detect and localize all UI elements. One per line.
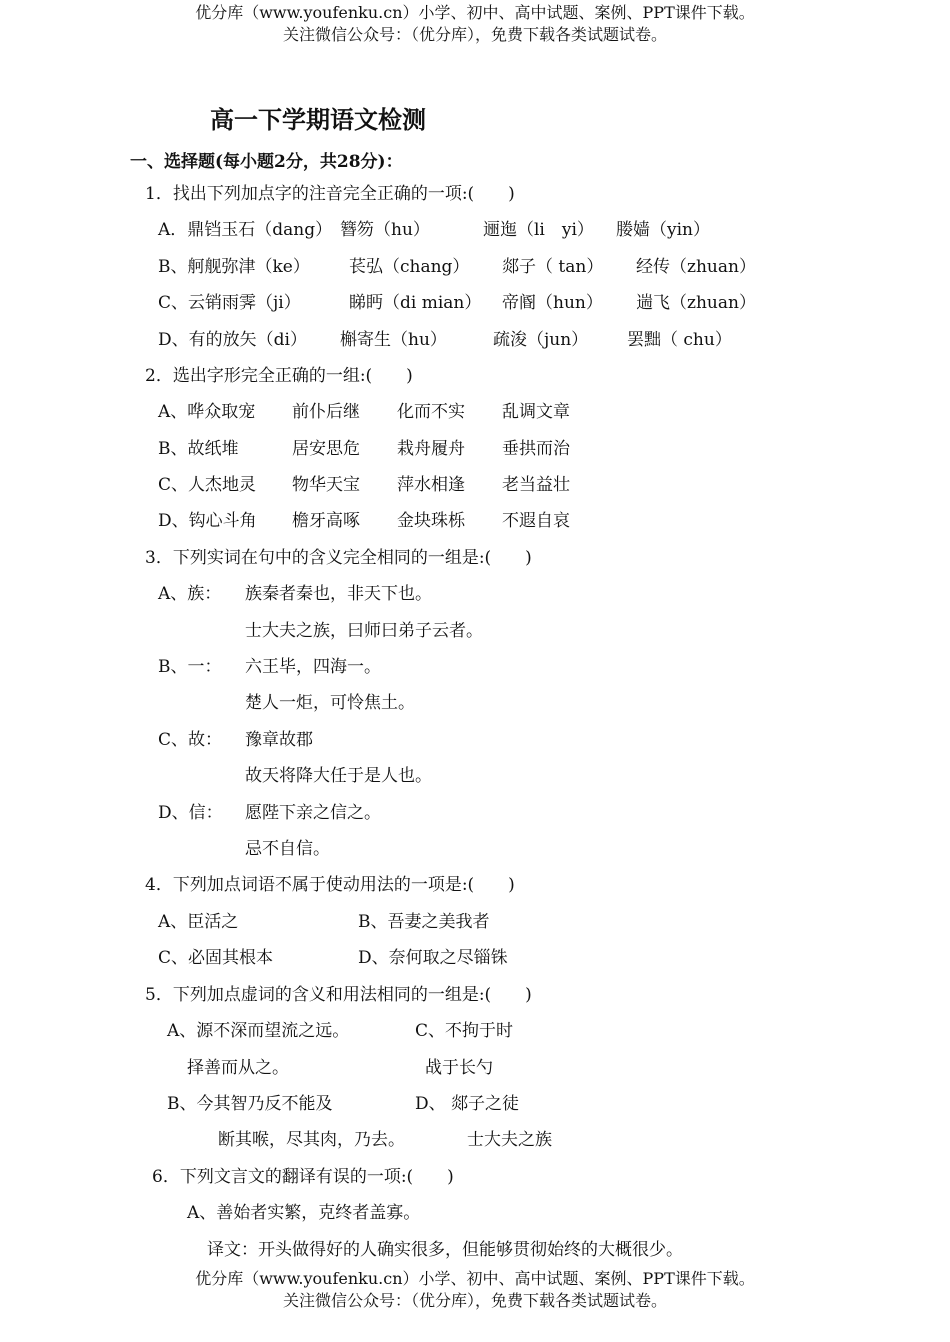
q5-option-d-2: 士大夫之族 xyxy=(467,1130,552,1150)
q5-option-d-1: D、 郯子之徒 xyxy=(415,1094,520,1114)
q2-option-d-2: 檐牙高啄 xyxy=(292,511,360,531)
q1-option-d-2: 槲寄生（hu） xyxy=(340,330,447,350)
q3-option-d-sentence-1: 愿陛下亲之信之。 xyxy=(245,803,381,823)
q4-stem: 4．下列加点词语不属于使动用法的一项是:( ) xyxy=(145,875,515,895)
q1-option-a-1: A．鼎铛玉石（dang） xyxy=(158,220,333,240)
q1-option-a-2: 簪笏（hu） xyxy=(340,220,430,240)
q3-option-d-label: D、信： xyxy=(158,803,223,823)
q3-option-a-sentence-2: 士大夫之族，曰师曰弟子云者。 xyxy=(245,621,483,641)
q1-option-b-1: B、舸舰弥津（ke） xyxy=(158,257,310,277)
q1-option-c-4: 遄飞（zhuan） xyxy=(636,293,756,313)
q4-option-c: C、必固其根本 xyxy=(158,948,274,968)
q4-option-a: A、臣活之 xyxy=(158,912,239,932)
q2-option-c-1: C、人杰地灵 xyxy=(158,475,257,495)
q2-option-b-2: 居安思危 xyxy=(292,439,360,459)
q2-option-c-2: 物华天宝 xyxy=(292,475,360,495)
q3-option-d-sentence-2: 忌不自信。 xyxy=(245,839,330,859)
q6-translation: 译文：开头做得好的人确实很多，但能够贯彻始终的大概很少。 xyxy=(207,1240,683,1260)
q1-option-b-4: 经传（zhuan） xyxy=(636,257,756,277)
q3-stem: 3．下列实词在句中的含义完全相同的一组是:( ) xyxy=(145,548,532,568)
q3-option-b-label: B、一： xyxy=(158,657,222,677)
q1-option-a-3: 逦迤（li yi） xyxy=(483,220,594,240)
q3-option-a-sentence-1: 族秦者秦也，非天下也。 xyxy=(245,584,432,604)
q2-option-b-3: 栽舟履舟 xyxy=(397,439,465,459)
q5-option-c-2: 战于长勺 xyxy=(425,1058,493,1078)
q1-option-b-3: 郯子（ tan） xyxy=(502,257,604,277)
q5-option-b-2: 断其喉，尽其肉，乃去。 xyxy=(218,1130,405,1150)
q6-option-a: A、善始者实繁，克终者盖寡。 xyxy=(187,1203,421,1223)
q2-option-a-3: 化而不实 xyxy=(397,402,465,422)
header-line-2: 关注微信公众号：（优分库），免费下载各类试题试卷。 xyxy=(282,25,667,44)
q1-option-a-4: 媵嫱（yin） xyxy=(616,220,710,240)
q4-option-d: D、奈何取之尽锱铢 xyxy=(358,948,508,968)
q2-option-a-2: 前仆后继 xyxy=(292,402,360,422)
q5-option-a-2: 择善而从之。 xyxy=(187,1058,289,1078)
q2-option-c-3: 萍水相逢 xyxy=(397,475,465,495)
q1-option-d-3: 疏浚（jun） xyxy=(493,330,589,350)
q4-option-b: B、吾妻之美我者 xyxy=(358,912,490,932)
q5-option-c-1: C、不拘于时 xyxy=(415,1021,514,1041)
q2-option-d-1: D、钩心斗角 xyxy=(158,511,257,531)
q2-option-a-4: 乱调文章 xyxy=(502,402,570,422)
q3-option-c-sentence-1: 豫章故郡 xyxy=(245,730,313,750)
header-line-1: 优分库（www.youfenku.cn）小学、初中、高中试题、案例、PPT课件下载。 xyxy=(195,3,755,22)
q3-option-c-sentence-2: 故天将降大任于是人也。 xyxy=(245,766,432,786)
q2-option-d-4: 不遐自哀 xyxy=(502,511,570,531)
q3-option-b-sentence-2: 楚人一炬，可怜焦土。 xyxy=(245,693,415,713)
q3-option-b-sentence-1: 六王毕，四海一。 xyxy=(245,657,381,677)
q2-option-a-1: A、哗众取宠 xyxy=(158,402,256,422)
q5-option-b-1: B、今其智乃反不能及 xyxy=(167,1094,333,1114)
q6-stem: 6．下列文言文的翻译有误的一项:( ) xyxy=(152,1167,454,1187)
section-heading: 一、选择题(每小题2分，共28分)： xyxy=(130,152,403,172)
footer-line-1: 优分库（www.youfenku.cn）小学、初中、高中试题、案例、PPT课件下载。 xyxy=(195,1269,755,1288)
q3-option-a-label: A、族： xyxy=(158,584,222,604)
q1-option-b-2: 苌弘（chang） xyxy=(349,257,470,277)
q1-option-c-1: C、云销雨霁（ji） xyxy=(158,293,301,313)
q5-stem: 5．下列加点虚词的含义和用法相同的一组是:( ) xyxy=(145,985,532,1005)
q2-option-b-1: B、故纸堆 xyxy=(158,439,239,459)
q1-option-c-2: 睇眄（di mian） xyxy=(349,293,482,313)
q1-stem: 1．找出下列加点字的注音完全正确的一项:( ) xyxy=(145,184,515,204)
footer-line-2: 关注微信公众号：（优分库），免费下载各类试题试卷。 xyxy=(282,1291,667,1310)
page-title: 高一下学期语文检测 xyxy=(210,105,426,134)
q1-option-d-4: 罢黜（ chu） xyxy=(627,330,732,350)
q5-option-a-1: A、源不深而望流之远。 xyxy=(167,1021,350,1041)
q2-option-c-4: 老当益壮 xyxy=(502,475,570,495)
q1-option-c-3: 帝阍（hun） xyxy=(502,293,603,313)
q1-option-d-1: D、有的放矢（di） xyxy=(158,330,307,350)
q2-option-d-3: 金块珠栎 xyxy=(397,511,465,531)
q2-stem: 2．选出字形完全正确的一组:( ) xyxy=(145,366,413,386)
q2-option-b-4: 垂拱而治 xyxy=(502,439,570,459)
q3-option-c-label: C、故： xyxy=(158,730,223,750)
